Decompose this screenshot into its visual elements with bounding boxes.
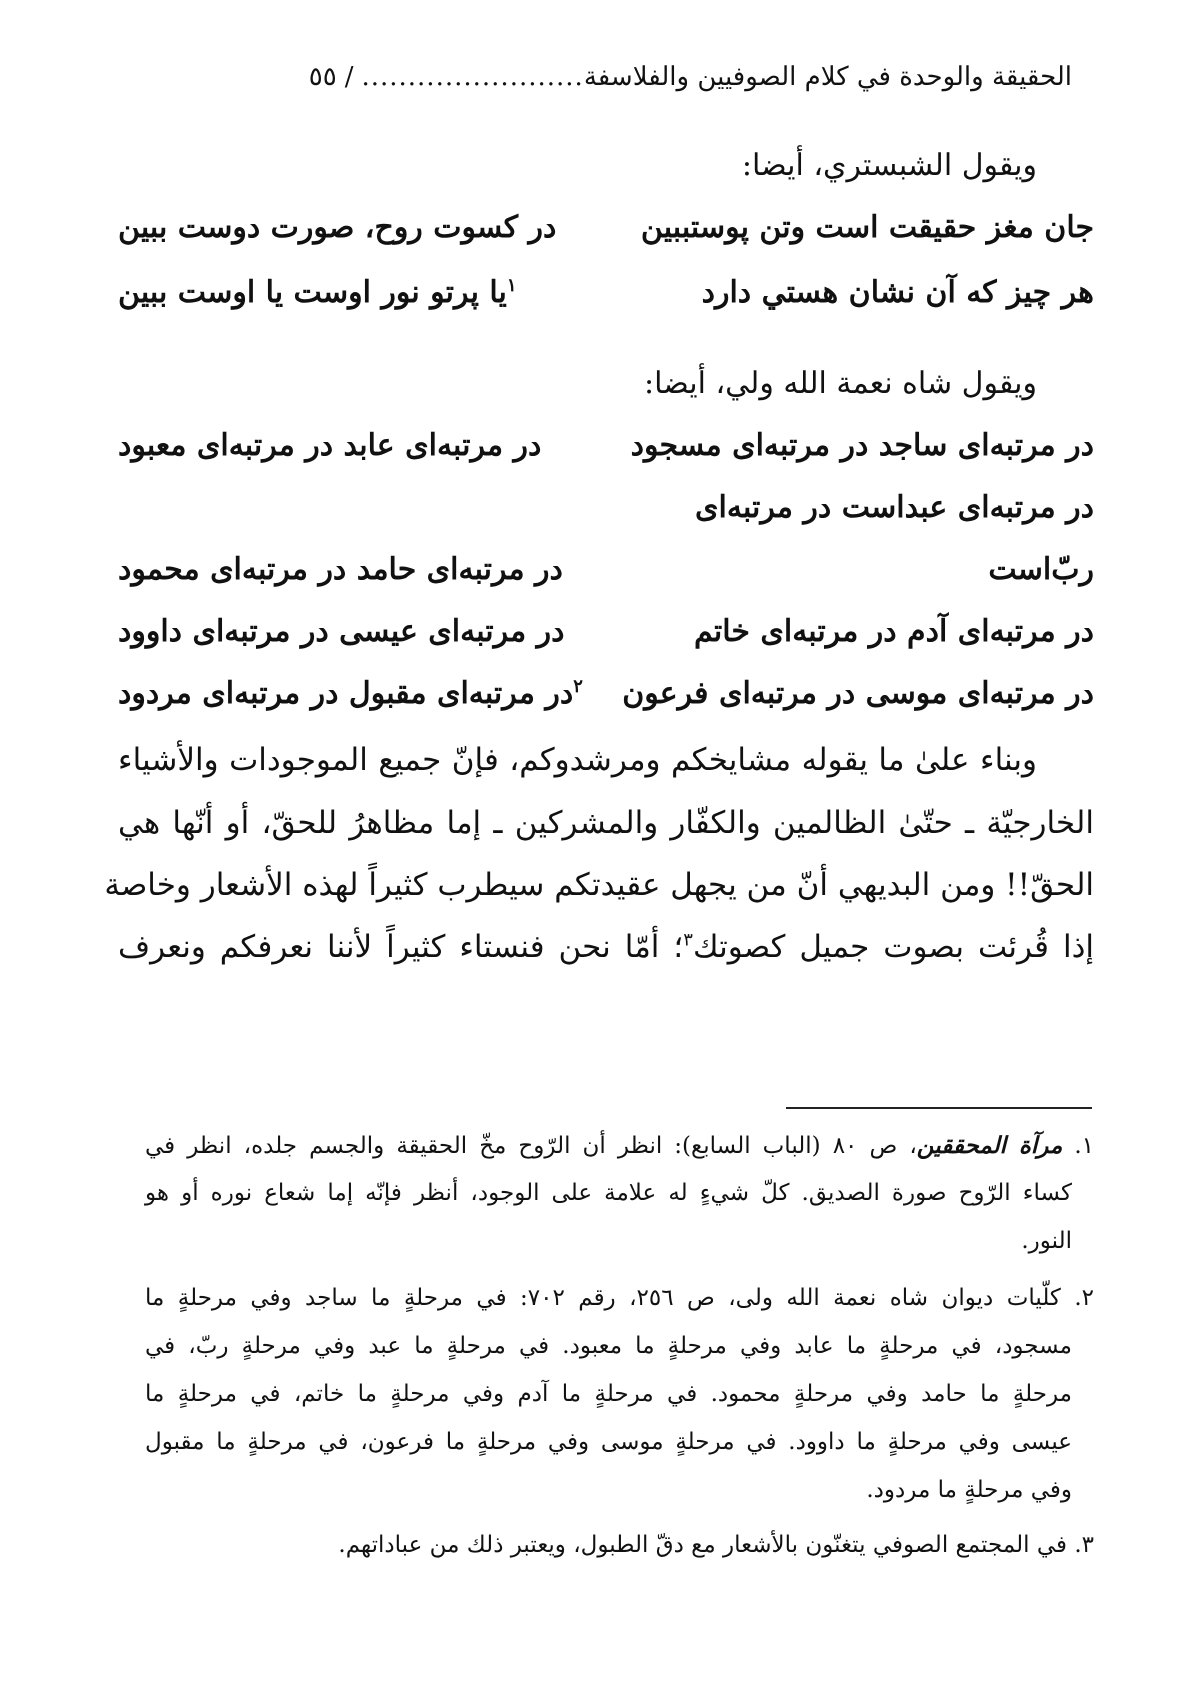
verse-left-hemistich: در مرتبه‌اى عيسى در مرتبه‌اى داوود	[118, 614, 565, 649]
verse-right-hemistich: در مرتبه‌اى عبداست در مرتبه‌اى	[695, 490, 1094, 525]
footnote-2-line: عيسى وفي مرحلةٍ ما داوود. في مرحلةٍ موسى وفي مرحلةٍ ما فرعون، في مرحلةٍ ما مقبول	[145, 1429, 1072, 1455]
header-separator: /	[344, 62, 354, 92]
intro-line-nematollah: ويقول شاه نعمة الله ولي، أيضا:	[644, 366, 1037, 401]
footnote-marker: ١	[506, 275, 517, 296]
footnote-marker: ٣	[683, 929, 693, 951]
verse-right-hemistich: ربّ‌است	[988, 552, 1094, 587]
verse-right-hemistich: جان مغز حقيقت است وتن پوستببين	[640, 210, 1094, 245]
footnote-marker: ٢	[573, 676, 583, 697]
running-header	[309, 62, 1072, 92]
verse-left-hemistich: در مرتبه‌اى حامد در مرتبه‌اى محمود	[118, 552, 563, 587]
intro-line-shabestari: ويقول الشبستري، أيضا:	[741, 148, 1037, 183]
footnote-1-line: ١. مرآة المحققين، ص ٨٠ (الباب السابع): انظر أن الرّوح مخّ الحقيقة والجسم جلده، انظر في	[145, 1132, 1095, 1159]
verse-left-hemistich: در كسوت روح، صورت دوست ببين	[118, 210, 557, 245]
paragraph-line: وبناء علىٰ ما يقوله مشايخكم ومرشدوكم، فإنّ جميع الموجودات والأشياء	[118, 742, 1037, 778]
leader-dots: ........................	[361, 62, 584, 92]
footnote-2-line: وفي مرحلةٍ ما مردود.	[866, 1477, 1072, 1503]
verse-right-hemistich: در مرتبه‌اى ساجد در مرتبه‌اى مسجود	[630, 428, 1094, 463]
footnote-2-line: ٢. كلّيات ديوان شاه نعمة الله ولى، ص ٢٥٦، رقم ٧٠٢: في مرحلةٍ ما ساجد وفي مرحلةٍ ما	[145, 1285, 1094, 1311]
footnote-3-line: ٣. في المجتمع الصوفي يتغنّون بالأشعار مع دقّ الطبول، ويعتبر ذلك من عباداتهم.	[338, 1532, 1094, 1558]
footnote-1-line: النور.	[1021, 1228, 1072, 1254]
verse-right-hemistich: در مرتبه‌اى آدم در مرتبه‌اى خاتم	[693, 614, 1094, 649]
verse-right-hemistich: در مرتبه‌اى موسى در مرتبه‌اى فرعون	[622, 676, 1094, 711]
running-header-title: الحقيقة والوحدة في كلام الصوفيين والفلاسفة	[583, 62, 1072, 92]
verse-right-hemistich: هر چيز كه آن نشان هستي دارد	[701, 275, 1094, 310]
footnote-source-title: مرآة المحققين	[916, 1132, 1063, 1159]
footnote-divider	[786, 1107, 1092, 1109]
verse-left-hemistich: $^٢$در مرتبه‌اى مقبول در مرتبه‌اى مردود	[118, 676, 583, 711]
paragraph-line: الحقّ!! ومن البديهي أنّ من يجهل عقيدتكم سيطرب كثيراً لهذه الأشعار وخاصة	[104, 867, 1094, 903]
verse-left-hemistich: $^١$يا پرتو نور اوست يا اوست ببين	[118, 275, 517, 310]
verse-left-hemistich: در مرتبه‌اى عابد در مرتبه‌اى معبود	[118, 428, 542, 463]
paragraph-line: إذا قُرئت بصوت جميل كصوتك$^٣$؛ أمّا نحن فنستاء كثيراً لأننا نعرفكم ونعرف	[118, 929, 1094, 965]
footnote-2-line: مرحلةٍ ما حامد وفي مرحلةٍ محمود. في مرحلةٍ ما آدم وفي مرحلةٍ ما خاتم، في مرحلةٍ ما	[145, 1381, 1072, 1407]
footnote-1-line: كساء الرّوح صورة الصديق. كلّ شيءٍ له علامة على الوجود، أنظر فإنّه إما شعاع نوره أو هو	[145, 1180, 1072, 1206]
footnote-2-line: مسجود، في مرحلةٍ ما عابد وفي مرحلةٍ ما معبود. في مرحلةٍ ما عبد وفي مرحلةٍ ربّ، في	[145, 1333, 1072, 1359]
page-number: ٥٥	[308, 62, 337, 92]
paragraph-line: الخارجيّة ـ حتّىٰ الظالمين والكفّار والمشركين ـ إما مظاهرُ للحقّ، أو أنّها هي	[118, 805, 1094, 841]
